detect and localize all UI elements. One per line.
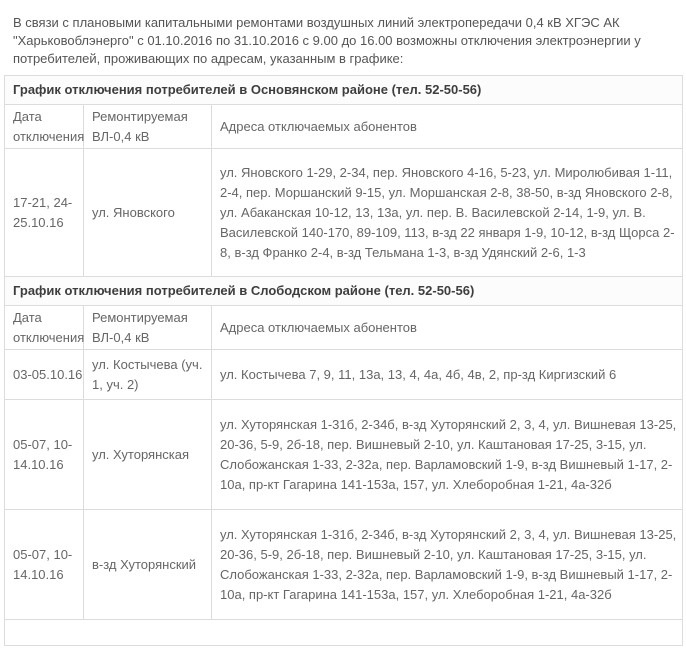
header-line: Ремонтируемая ВЛ-0,4 кВ: [84, 105, 212, 149]
section-header-slobodsky: [5, 277, 683, 306]
addresses: ул. Яновского 1-29, 2-34, пер. Яновского 4-16, 5-23, ул. Миролюбивая 1-11, 2-4, пер. Моршанский 9-15, ул. Моршанская 2-8, 38-50, в-зд Яновского 2-8, ул. Абаканская 10-12, 13, 13а, ул. пер. В. Василевской 2-14, 1-9, ул. В. Василевской 140-170, 89-109, 113, в-зд 22 января 1-9, 10-12, в-зд Щорса 2-8, в-зд Франко 2-4, в-зд Тельмана 1-3, в-зд Удянский 2-6, 1-3: [212, 149, 683, 277]
header-line: Ремонтируемая ВЛ-0,4 кВ: [84, 306, 212, 350]
addresses: ул. Костычева 7, 9, 11, 13а, 13, 4, 4а, 4б, 4в, 2, пр-зд Киргизский 6: [212, 350, 683, 400]
table-row-partial: [5, 620, 683, 646]
repaired-line: в-зд Хуторянский: [84, 510, 212, 620]
header-addresses: Адреса отключаемых абонентов: [212, 105, 683, 149]
table-row: [5, 149, 683, 277]
header-date: Дата отключения: [5, 105, 84, 149]
outage-schedule-table: [4, 75, 683, 646]
section-title: График отключения потребителей в Слободском районе (тел. 52-50-56): [5, 277, 683, 306]
header-addresses: Адреса отключаемых абонентов: [212, 306, 683, 350]
cut-off-row: [5, 620, 683, 646]
section-header-osnovyansky: [5, 76, 683, 105]
outage-date: 17-21, 24-25.10.16: [5, 149, 84, 277]
table-row: [5, 400, 683, 510]
addresses: ул. Хуторянская 1-31б, 2-34б, в-зд Хуторянский 2, 3, 4, ул. Вишневая 13-25, 20-36, 5-9, 2б-18, пер. Вишневый 2-10, ул. Каштановая 17-25, 3-15, ул. Слобожанская 1-33, 2-32а, пер. Варламовский 1-9, в-зд Вишневый 1-17, 2-10а, пр-кт Гагарина 141-153а, 157, ул. Хлеборобная 1-21, 4а-32б: [212, 400, 683, 510]
addresses: ул. Хуторянская 1-31б, 2-34б, в-зд Хуторянский 2, 3, 4, ул. Вишневая 13-25, 20-36, 5-9, 2б-18, пер. Вишневый 2-10, ул. Каштановая 17-25, 3-15, ул. Слобожанская 1-33, 2-32а, пер. Варламовский 1-9, в-зд Вишневый 1-17, 2-10а, пр-кт Гагарина 141-153а, 157, ул. Хлеборобная 1-21, 4а-32б: [212, 510, 683, 620]
outage-date: 05-07, 10-14.10.16: [5, 510, 84, 620]
table-row: [5, 350, 683, 400]
column-header-row: [5, 105, 683, 149]
repaired-line: ул. Яновского: [84, 149, 212, 277]
header-date: Дата отключения: [5, 306, 84, 350]
intro-text: В связи с плановыми капитальными ремонтами воздушных линий электропередачи 0,4 кВ ХГЭС АК "Харьковоблэнерго" с 01.10.2016 по 31.10.2016 с 9.00 до 16.00 возможны отключения электроэнергии у потребителей, проживающих по адресам, указанным в графике:: [13, 15, 641, 66]
table-row: [5, 510, 683, 620]
outage-date: 03-05.10.16: [5, 350, 84, 400]
repaired-line: ул. Хуторянская: [84, 400, 212, 510]
section-title: График отключения потребителей в Основянском районе (тел. 52-50-56): [5, 76, 683, 105]
outage-date: 05-07, 10-14.10.16: [5, 400, 84, 510]
column-header-row: [5, 306, 683, 350]
repaired-line: ул. Костычева (уч. 1, уч. 2): [84, 350, 212, 400]
